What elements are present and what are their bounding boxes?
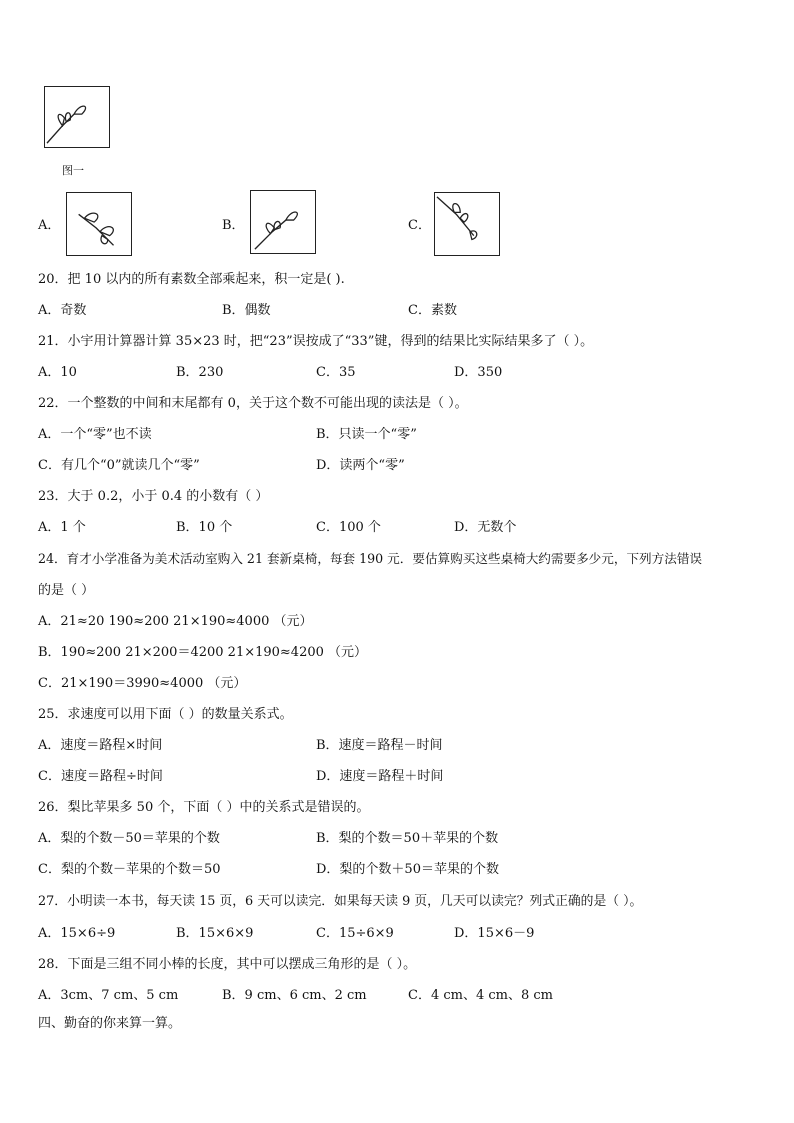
option-c-label: C． [408,218,431,233]
q23-option-b: B．10 个 [176,520,233,535]
q26-option-c: C．梨的个数－苹果的个数＝50 [38,862,221,877]
q22-option-b: B．只读一个“零” [316,427,417,442]
q25-option-a: A．速度＝路程×时间 [38,738,163,753]
q24-option-a: A．21≈20 190≈200 21×190≈4000 （元） [38,614,313,629]
q22-option-a: A．一个“零”也不读 [38,427,152,442]
question-20-stem: 20．把 10 以内的所有素数全部乘起来，积一定是( ). [38,272,345,287]
option-a-label: A． [38,218,61,233]
q25-option-b: B．速度＝路程－时间 [316,738,443,753]
q28-option-c: C．4 cm、4 cm、8 cm [408,988,553,1003]
section-four-title: 四、勤奋的你来算一算。 [38,1016,182,1031]
question-26-stem: 26．梨比苹果多 50 个，下面（ ）中的关系式是错误的。 [38,800,370,815]
question-21-stem: 21．小宇用计算器计算 35×23 时，把“23”误按成了“33”键，得到的结果比实际结果多了（ ）。 [38,334,594,349]
q27-option-d: D．15×6－9 [454,926,535,941]
q21-option-b: B．230 [176,365,224,380]
q22-option-c: C．有几个“0”就读几个“零” [38,458,200,473]
q25-option-d: D．速度＝路程＋时间 [316,769,444,784]
q20-option-b: B．偶数 [222,303,271,318]
q22-option-d: D．读两个“零” [316,458,405,473]
q24-option-c: C．21×190＝3990≈4000 （元） [38,676,247,691]
q28-option-a: A．3cm、7 cm、5 cm [38,988,179,1003]
q20-option-c: C．素数 [408,303,457,318]
q23-option-a: A．1 个 [38,520,86,535]
q21-option-d: D．350 [454,365,503,380]
q27-option-a: A．15×6÷9 [38,926,116,941]
question-24-stem-continued: 的是（ ） [38,583,95,598]
figure-one-image [44,86,110,148]
figure-one-caption: 图一 [62,164,84,177]
q26-option-a: A．梨的个数－50＝苹果的个数 [38,831,220,846]
q27-option-c: C．15÷6×9 [316,926,394,941]
q26-option-b: B．梨的个数＝50＋苹果的个数 [316,831,499,846]
q23-option-c: C．100 个 [316,520,381,535]
q26-option-d: D．梨的个数＋50＝苹果的个数 [316,862,499,877]
question-25-stem: 25．求速度可以用下面（ ）的数量关系式。 [38,707,293,722]
option-a-figure [66,192,132,256]
option-b-figure [250,190,316,254]
q27-option-b: B．15×6×9 [176,926,254,941]
question-22-stem: 22．一个整数的中间和末尾都有 0，关于这个数不可能出现的读法是（ ）。 [38,396,468,411]
question-23-stem: 23．大于 0.2，小于 0.4 的小数有（ ） [38,489,269,504]
q28-option-b: B．9 cm、6 cm、2 cm [222,988,367,1003]
q25-option-c: C．速度＝路程÷时间 [38,769,163,784]
q24-option-b: B．190≈200 21×200＝4200 21×190≈4200 （元） [38,645,368,660]
q23-option-d: D．无数个 [454,520,517,535]
q21-option-a: A．10 [38,365,77,380]
question-24-stem: 24．育才小学准备为美术活动室购入 21 套新桌椅，每套 190 元．要估算购买这些桌椅大约需要多少元，下列方法错误 [38,551,703,566]
q21-option-c: C．35 [316,365,356,380]
option-b-label: B． [222,218,245,233]
question-28-stem: 28．下面是三组不同小棒的长度，其中可以摆成三角形的是（ ）。 [38,957,417,972]
q20-option-a: A．奇数 [38,303,87,318]
question-27-stem: 27．小明读一本书，每天读 15 页，6 天可以读完．如果每天读 9 页，几天可以读完？列式正确的是（ ）。 [38,894,643,909]
option-c-figure [434,192,500,256]
